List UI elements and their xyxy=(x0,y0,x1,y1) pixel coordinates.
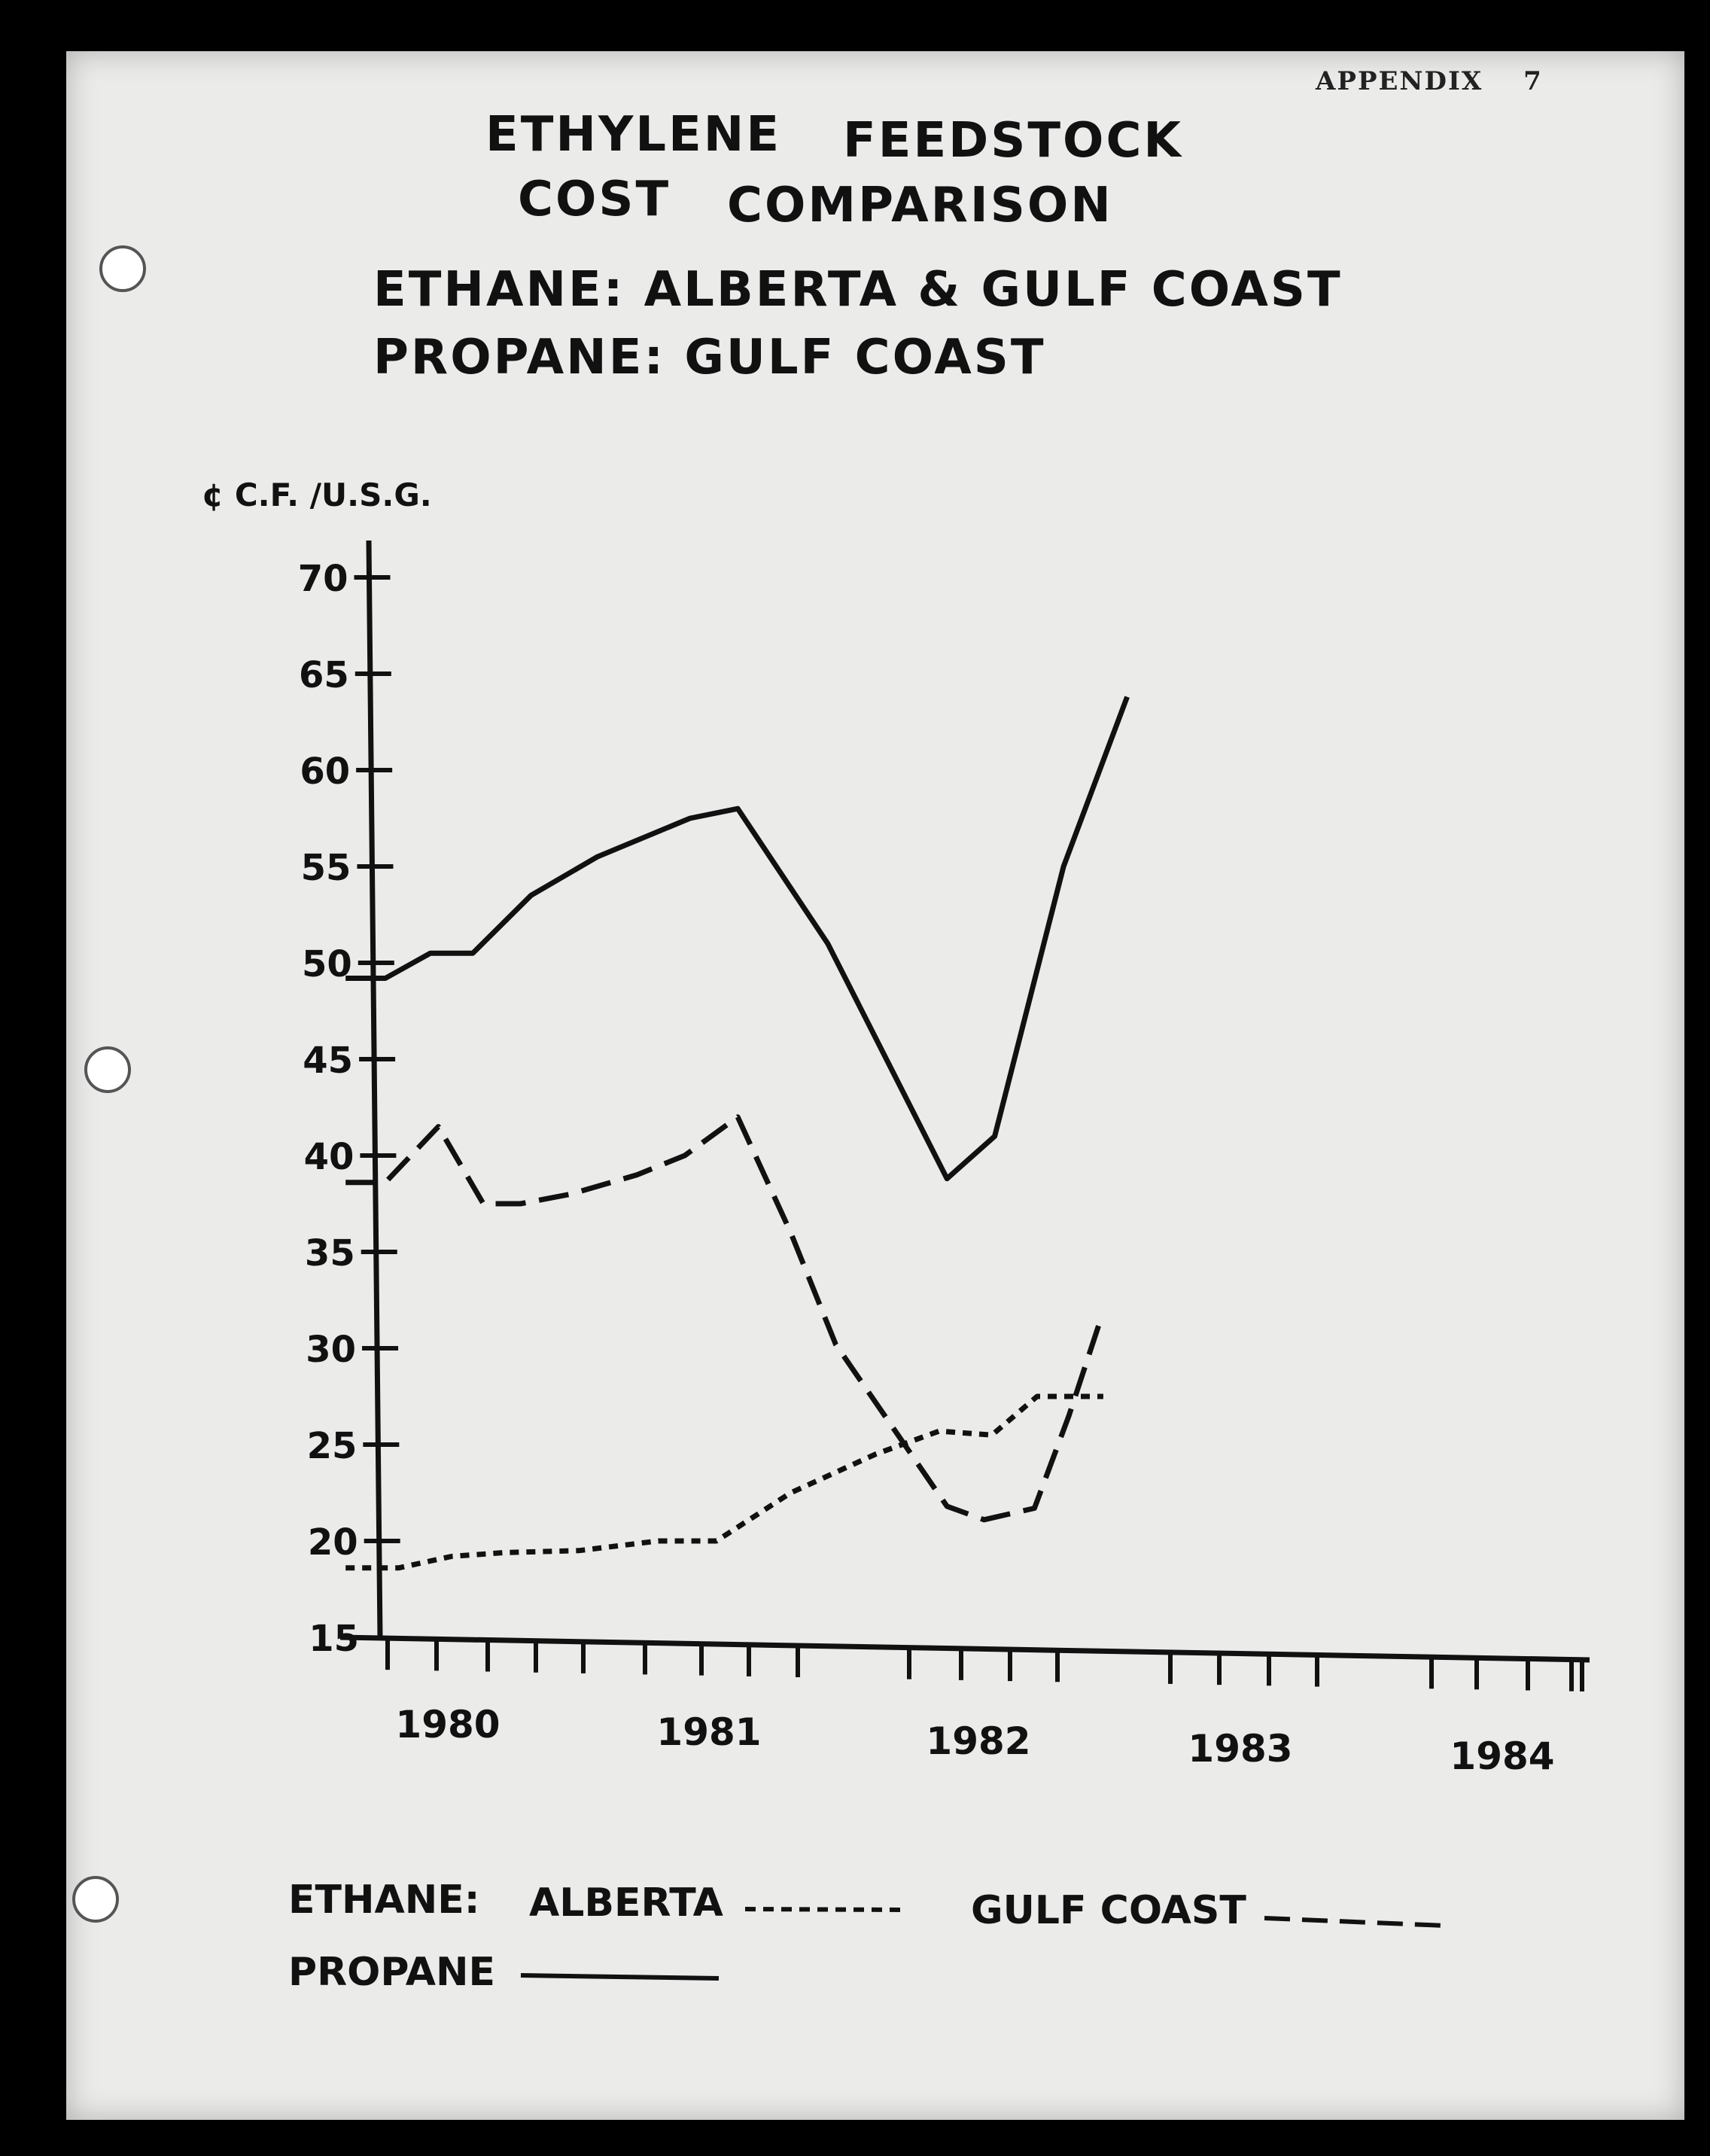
subtitle-ethane: ETHANE: ALBERTA & GULF COAST xyxy=(373,262,1343,318)
appendix-number: 7 xyxy=(1523,66,1543,96)
x-tick-label-year: 1984 xyxy=(1450,1734,1555,1778)
y-tick-label: 30 xyxy=(306,1329,357,1371)
legend-alberta-label: ALBERTA xyxy=(529,1880,723,1926)
y-tick-label: 60 xyxy=(300,751,351,793)
y-tick-label: 20 xyxy=(307,1521,358,1564)
y-tick-label: 65 xyxy=(299,654,349,696)
x-tick-label-year: 1981 xyxy=(656,1710,762,1754)
y-tick-label: 45 xyxy=(303,1040,354,1082)
y-axis-title: ¢ C.F. /U.S.G. xyxy=(202,477,432,513)
legend-propane-swatch xyxy=(521,1975,719,1978)
y-tick-label: 55 xyxy=(300,847,351,889)
legend-alberta-swatch xyxy=(745,1909,902,1910)
legend-ethane-label: ETHANE: xyxy=(288,1877,480,1923)
subtitle-propane: PROPANE: GULF COAST xyxy=(373,330,1046,385)
y-tick-label: 25 xyxy=(306,1425,358,1467)
y-tick-label: 50 xyxy=(301,943,352,985)
title-comparison: COMPARISON xyxy=(727,178,1113,233)
y-tick-label: 40 xyxy=(303,1136,354,1178)
legend-gulf-coast-label: GULF COAST xyxy=(971,1888,1246,1933)
x-tick-label-year: 1980 xyxy=(395,1703,501,1746)
y-tick-label: 35 xyxy=(304,1232,355,1274)
appendix-text: APPENDIX xyxy=(1316,66,1483,96)
legend-propane-label: PROPANE xyxy=(288,1950,495,1995)
title-cost: COST xyxy=(518,172,671,227)
x-tick-label-year: 1983 xyxy=(1188,1727,1293,1771)
title-feedstock: FEEDSTOCK xyxy=(843,113,1183,169)
y-tick-label: 15 xyxy=(309,1618,359,1660)
y-tick-label: 70 xyxy=(297,558,348,600)
legend-gulf-coast-swatch xyxy=(1264,1918,1445,1926)
title-ethylene: ETHYLENE xyxy=(485,107,782,163)
x-tick-label-year: 1982 xyxy=(926,1719,1031,1763)
